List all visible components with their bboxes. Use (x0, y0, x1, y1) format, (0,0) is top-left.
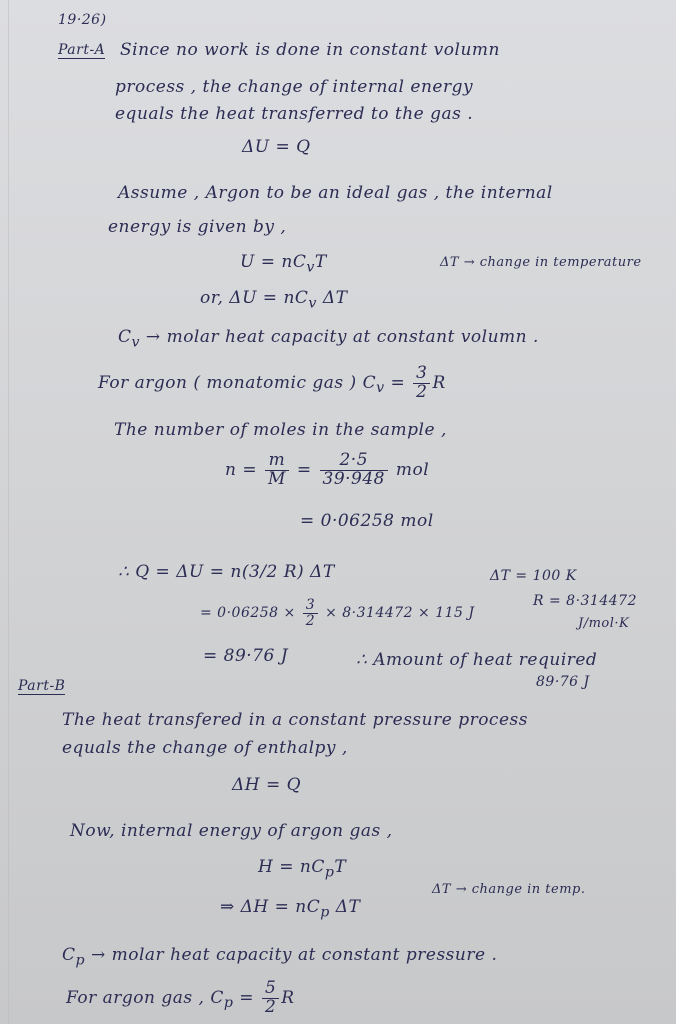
calculation-line (200, 598, 475, 628)
delta-t-temp-note: ΔT → change in temp. (432, 882, 586, 897)
calc-tail: × 8·314472 × 115 J (320, 605, 475, 622)
equation-du (200, 288, 347, 311)
argon-cv-line (98, 365, 446, 402)
equation-n-mid: = (290, 459, 318, 480)
equation-du-tail: ΔT (316, 288, 348, 308)
text-line-a5: Assume , Argon to be an ideal gas , the internal (118, 183, 553, 203)
equation-u (240, 252, 327, 275)
equation-h-sub: p (324, 864, 335, 881)
equation-dh-q: ΔH = Q (232, 775, 302, 795)
cp-symbol: C (62, 945, 76, 965)
equation-h-main: H = nC (258, 857, 325, 877)
text-line-b4: Now, internal energy of argon gas , (70, 821, 393, 841)
equation-n-lhs: n = (225, 459, 264, 480)
problem-number: 19·26) (58, 12, 107, 28)
text-line-moles: The number of moles in the sample , (114, 420, 447, 440)
fraction-m-over-M: $\frac{m}{M}$ (265, 452, 289, 489)
equation-u-tail: T (314, 252, 327, 272)
equation-h (258, 857, 346, 880)
delta-t-note: ΔT → change in temperature (440, 255, 642, 270)
cp-definition (62, 945, 497, 968)
text-line-b2: equals the change of enthalpy , (62, 738, 348, 758)
cv-definition (118, 327, 539, 350)
argon-cp-sub: p (223, 995, 234, 1012)
argon-cp-text: For argon gas , C (66, 987, 224, 1008)
argon-cv-tail: R (432, 372, 446, 393)
argon-cp-eq: = (233, 987, 260, 1008)
text-line-a6: energy is given by , (108, 217, 287, 237)
fraction-3-2-calc: $\frac{3}{2}$ (303, 598, 318, 628)
cv-text: → molar heat capacity at constant volumn . (140, 327, 539, 347)
part-a-label: Part-A (58, 42, 106, 58)
equation-du-sub: v (308, 295, 317, 312)
equation-dh-main: ⇒ ΔH = nC (220, 897, 321, 917)
text-line-a2: process , the change of internal energy (115, 77, 474, 97)
page-margin-line (8, 0, 9, 1024)
equation-dh-sub: p (320, 904, 330, 921)
equation-du-main: or, ΔU = nC (200, 288, 309, 308)
equation-q: ∴ Q = ΔU = n(3/2 R) ΔT (118, 562, 335, 582)
cp-text: → molar heat capacity at constant pressure . (85, 945, 498, 965)
fraction-5-2: $\frac{5}{2}$ (262, 980, 279, 1017)
gas-constant: R = 8·314472 (533, 593, 637, 609)
equation-du-q: ΔU = Q (242, 137, 311, 157)
equation-n-tail: mol (389, 459, 430, 480)
heat-result: = 89·76 J (203, 646, 289, 666)
cv-sub: v (131, 334, 141, 351)
argon-cp-line (66, 980, 295, 1017)
part-b-label: Part-B (18, 678, 66, 694)
argon-cp-tail: R (281, 987, 295, 1008)
argon-cv-sub: v (376, 380, 385, 397)
equation-dh (220, 897, 360, 920)
equation-u-main: U = nC (240, 252, 307, 272)
equation-n (225, 452, 429, 489)
delta-t-value: ΔT = 100 K (490, 568, 577, 584)
fraction-2-5-over-39-948: $\frac{2\cdot 5}{39\cdot 948}$ (320, 452, 388, 489)
equation-h-tail: T (334, 857, 347, 877)
equation-u-sub: v (306, 259, 315, 276)
conclusion-value: 89·76 J (536, 674, 590, 690)
text-line-a1: Since no work is done in constant volumn (120, 40, 500, 60)
argon-cv-text: For argon ( monatomic gas ) C (98, 372, 377, 393)
cv-symbol: C (118, 327, 132, 347)
cp-sub: p (75, 952, 86, 969)
moles-result: = 0·06258 mol (300, 511, 434, 531)
equation-dh-tail: ΔT (329, 897, 361, 917)
argon-cv-eq: = (384, 372, 412, 393)
calc-lead: = 0·06258 × (200, 605, 301, 622)
text-line-a3: equals the heat transferred to the gas . (115, 104, 474, 124)
text-line-b1: The heat transfered in a constant pressure process (62, 710, 528, 730)
fraction-3-2: $\frac{3}{2}$ (413, 365, 430, 402)
conclusion-text: ∴ Amount of heat required (356, 650, 598, 670)
gas-constant-unit: J/mol·K (578, 616, 630, 631)
